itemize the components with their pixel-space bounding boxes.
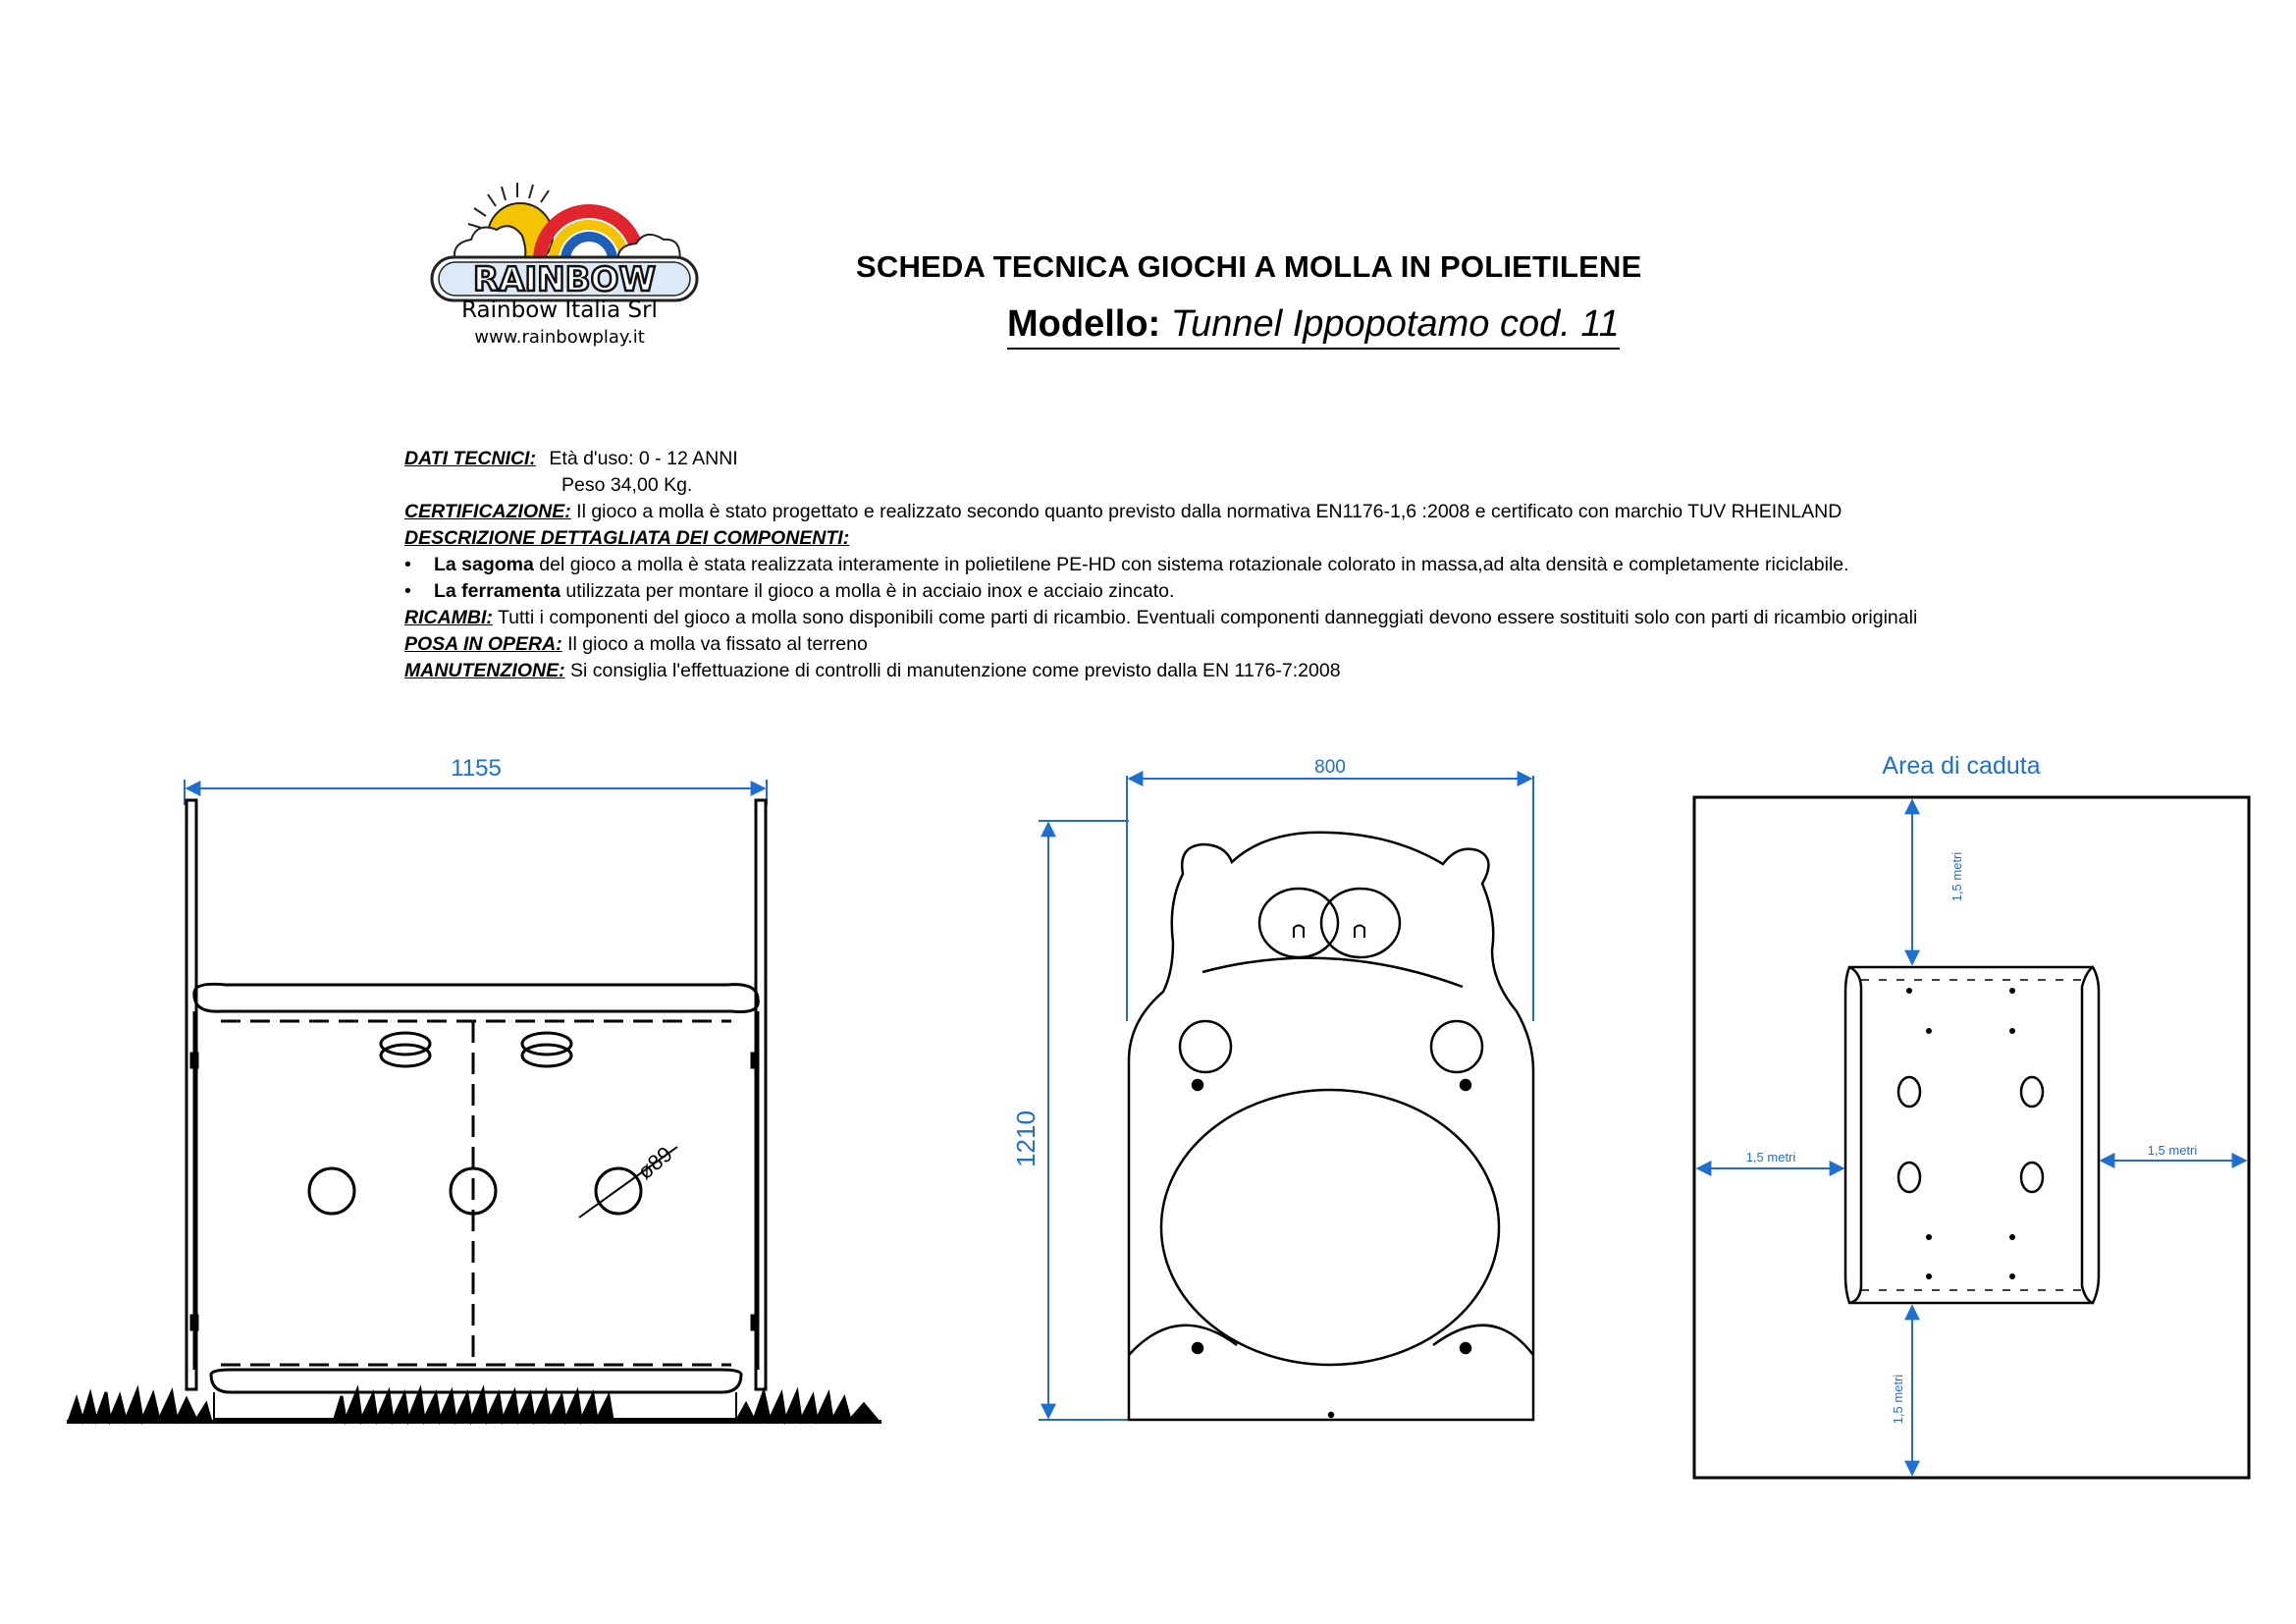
bullet2-text: utilizzata per montare il gioco a molla è in acciaio inox e acciaio zincato. [560, 580, 1175, 602]
ricambi-text: Tutti i componenti del gioco a molla sono disponibili come parti di ricambio. Eventuali componenti danneggiati devono essere sostituiti solo con parti di ricambio originali [492, 607, 1918, 628]
document-title: SCHEDA TECNICA GIOCHI A MOLLA IN POLIETILENE [856, 249, 1642, 284]
hole-diameter-label: ø89 [632, 1141, 677, 1185]
dati-tecnici-label: DATI TECNICI: [404, 448, 536, 469]
certificazione-text: Il gioco a molla è stato progettato e realizzato secondo quanto previsto dalla normativa EN1176-1,6 :2008 e certificato con marchio TUV RHEINLAND [570, 501, 1842, 522]
side-view-drawing [67, 780, 881, 1422]
bullet-icon: • [404, 580, 411, 602]
clearance-right-label: 1,5 metri [2147, 1143, 2198, 1158]
clearance-bottom-label: 1,5 metri [1891, 1374, 1905, 1425]
posa-text: Il gioco a molla va fissato al terreno [561, 633, 868, 655]
model-value: Tunnel Ippopotamo cod. 11 [1160, 303, 1620, 345]
bullet1-text: del gioco a molla è stata realizzata interamente in polietilene PE-HD con sistema rotazionale colorato in massa,ad alta densità e completamente riciclabile. [533, 554, 1849, 575]
peso-value: Peso 34,00 Kg. [561, 474, 693, 496]
clearance-arrows [1697, 800, 2246, 1475]
fall-area-drawing [1694, 797, 2249, 1478]
logo-wordmark: RAINBOW [473, 260, 656, 299]
logo-url: www.rainbowplay.it [474, 327, 645, 348]
eta-value: Età d'uso: 0 - 12 ANNI [549, 448, 738, 469]
side-width-dimension: 1155 [451, 755, 502, 782]
clearance-left-label: 1,5 metri [1745, 1150, 1796, 1164]
clearance-top-label: 1,5 metri [1949, 851, 1964, 902]
posa-label: POSA IN OPERA: [404, 633, 562, 655]
manutenzione-text: Si consiglia l'effettuazione di controlli di manutenzione come previsto dalla EN 1176-7:2008 [564, 660, 1341, 681]
bullet1-bold: La sagoma [434, 554, 534, 575]
area-di-caduta-title: Area di caduta [1882, 752, 2041, 780]
front-height-dimension: 1210 [1011, 1110, 1041, 1167]
model-label: Modello: [1007, 303, 1161, 345]
bullet2-bold: La ferramenta [434, 580, 561, 602]
logo-company-name: Rainbow Italia Srl [461, 298, 658, 323]
ricambi-label: RICAMBI: [404, 607, 493, 628]
certificazione-label: CERTIFICAZIONE: [404, 501, 571, 522]
descrizione-heading: DESCRIZIONE DETTAGLIATA DEI COMPONENTI: [404, 527, 850, 549]
front-width-dimension: 800 [1314, 757, 1346, 778]
manutenzione-label: MANUTENZIONE: [404, 660, 565, 681]
front-view-drawing [1039, 776, 1533, 1420]
bullet-icon: • [404, 554, 411, 575]
